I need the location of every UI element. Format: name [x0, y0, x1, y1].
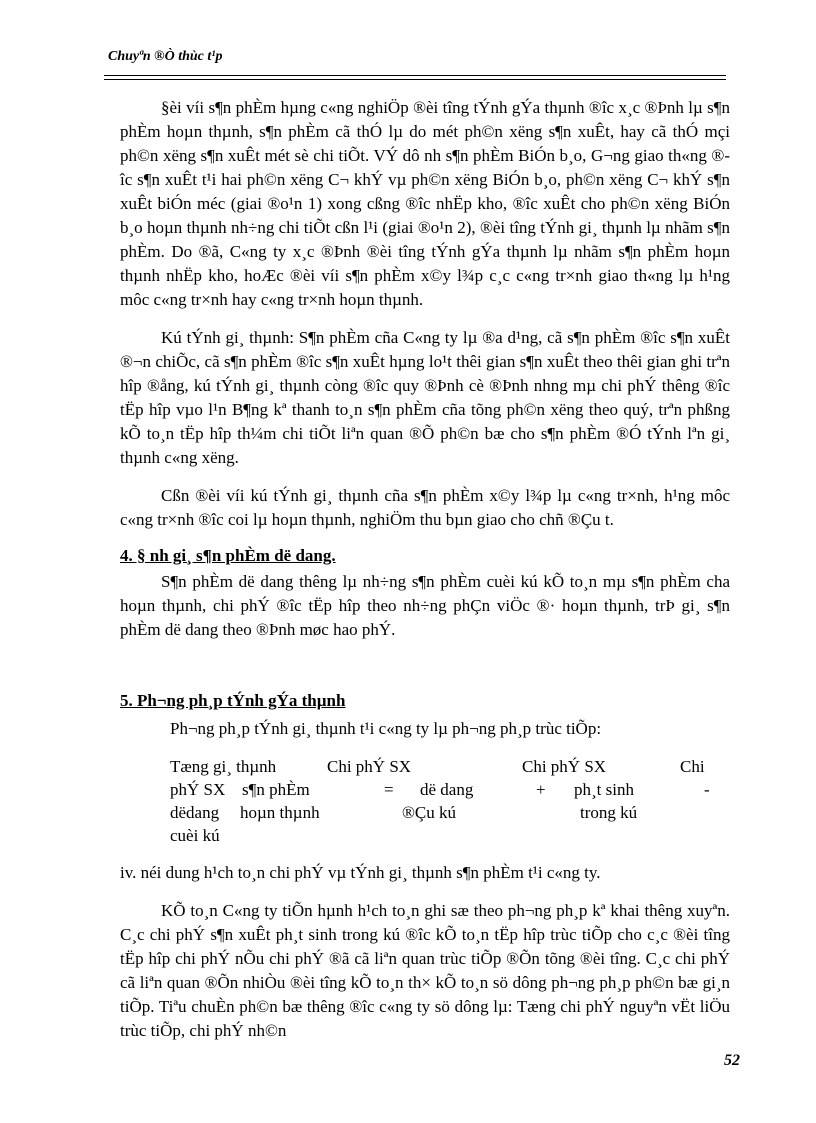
formula-term: hoµn thµnh: [240, 803, 320, 822]
paragraph-method-intro: Ph¬ng ph¸p tÝnh gi¸ thµnh t¹i c«ng ty lµ ph¬ng ph¸p trùc tiÕp:: [170, 719, 602, 738]
formula-operator: -: [704, 780, 710, 799]
paragraph-accounting-method: KÕ to¸n C«ng ty tiÕn hµnh h¹ch to¸n ghi sæ theo ph¬ng ph¸p kª khai thêng xuyªn. C¸c chi phÝ s¶n xuÊt ph¸t sinh trong kú ®îc kÕ to¸n tËp hîp trùc tiÕp cho c¸c ®èi tîng tËp hîp chi phÝ nÕu chi phÝ ®ã cã liªn quan trùc tiÕp ®Õn tõng ®èi tîng. C¸c chi phÝ cã liªn quan ®Õn nhiÒu ®èi tîng kÕ to¸n th× kÕ to¸n sö dông ph¬ng ph¸p ph©n bæ gi¸n tiÕp. Tiªu chuÈn ph©n bæ thêng ®îc c«ng ty sö dông lµ: Tæng chi phÝ nguyªn vËt liÖu trùc tiÕp, chi phÝ nh©n: [120, 901, 730, 1040]
formula-term: ph¸t sinh: [574, 780, 634, 799]
formula-term: Chi phÝ SX: [327, 757, 412, 776]
formula-term: trong kú: [580, 803, 638, 822]
formula-term: Chi: [680, 757, 705, 776]
paragraph-section-iv: iv. néi dung h¹ch to¸n chi phÝ vµ tÝnh gi¸ thµnh s¶n phÈm t¹i c«ng ty.: [120, 863, 601, 882]
paragraph-costing-object: §èi víi s¶n phÈm hµng c«ng nghiÖp ®èi tîng tÝnh gÝa thµnh ®îc x¸c ®Þnh lµ s¶n phÈm hoµn thµnh, s¶n phÈm cã thÓ lµ do mét ph©n xëng s¶n xuÊt, hay cã thÓ mçi ph©n xëng s¶n xuÊt mét sè chi tiÕt. VÝ dô nh s¶n phÈm BiÓn b¸o, G¬ng giao th«ng ®îc s¶n xuÊt t¹i hai ph©n xëng C¬ khÝ vµ ph©n xëng BiÓn b¸o, ph©n xëng C¬ khÝ s¶n xuÊt biÓn méc (giai ®o¹n 1) xong cßng ®îc nhËp kho, ®îc xuÊt cho ph©n xëng BiÓn b¸o hoµn thµnh nh÷ng chi tiÕt cßn l¹i (giai ®o¹n 2), ®èi tîng tÝnh gi¸ thµnh lµ nhãm s¶n phÈm. Do ®ã, C«ng ty x¸c ®Þnh ®èi tîng tÝnh gÝa thµnh lµ nhãm s¶n phÈm hoµn thµnh nhËp kho, hoÆc ®èi víi s¶n phÈm x©y l¾p c¸c c«ng tr×nh giao th«ng lµ h¹ng môc c«ng tr×nh hay c«ng tr×nh hoµn thµnh.: [120, 98, 730, 309]
paragraph-wip: S¶n phÈm dë dang thêng lµ nh÷ng s¶n phÈm cuèi kú kÕ to¸n mµ s¶n phÈm cha hoµn thµnh, chi phÝ ®îc tËp hîp theo nh÷ng phÇn viÖc ®· hoµn thµnh, trÞ gi¸ s¶n phÈm dë dang theo ®Þnh møc hao phÝ.: [120, 572, 730, 639]
formula-operator: +: [536, 780, 546, 799]
formula-term: ®Çu kú: [402, 803, 457, 822]
formula-term: dëdang: [170, 803, 220, 822]
header-rule-thin: [104, 79, 726, 80]
formula-term: s¶n phÈm: [242, 780, 310, 799]
header-rule: [104, 75, 726, 76]
cost-formula: [170, 755, 730, 847]
formula-term: cuèi kú: [170, 826, 220, 845]
formula-term: phÝ SX: [170, 780, 226, 799]
page-header-title: Chuyªn ®Ò thùc t¹p: [108, 49, 223, 64]
formula-term: Tæng gi¸ thµnh: [170, 757, 277, 776]
formula-term: Chi phÝ SX: [522, 757, 607, 776]
paragraph-construction-period: Cßn ®èi víi kú tÝnh gi¸ thµnh cña s¶n phÈm x©y l¾p lµ c«ng tr×nh, h¹ng môc c«ng tr×nh ®îc coi lµ hoµn thµnh, nghiÖm thu bµn giao cho chñ ®Çu t.: [120, 486, 730, 529]
formula-term: dë dang: [420, 780, 474, 799]
paragraph-costing-period: Kú tÝnh gi¸ thµnh: S¶n phÈm cña C«ng ty lµ ®a d¹ng, cã s¶n phÈm ®îc s¶n xuÊt ®¬n chiÕc, cã s¶n phÈm ®îc s¶n xuÊt hµng lo¹t thêi gian s¶n xuÊt theo thêi gian ghi trªn hîp ®ång, kú tÝnh gi¸ thµnh còng ®îc quy ®Þnh cè ®Þnh nhng mµ chi phÝ thêng ®îc tËp hîp vµo l¹n B¶ng kª thanh to¸n s¶n phÈm cña tõng ph©n xëng theo quý, trªn phßng kÕ to¸n tËp hîp th¼m chi tiÕt liªn quan ®Õ ph©n bæ cho s¶n phÈm ®Ó tÝnh lªn gi¸ thµnh c«ng xëng.: [120, 328, 730, 467]
section-heading-5: 5. Ph¬ng ph¸p tÝnh gÝa thµnh: [120, 691, 346, 710]
section-heading-4: 4. § nh gi¸ s¶n phÈm dë dang.: [120, 546, 336, 565]
formula-operator: =: [384, 780, 394, 799]
document-body: [120, 96, 730, 1043]
page-number: 52: [724, 1052, 740, 1069]
